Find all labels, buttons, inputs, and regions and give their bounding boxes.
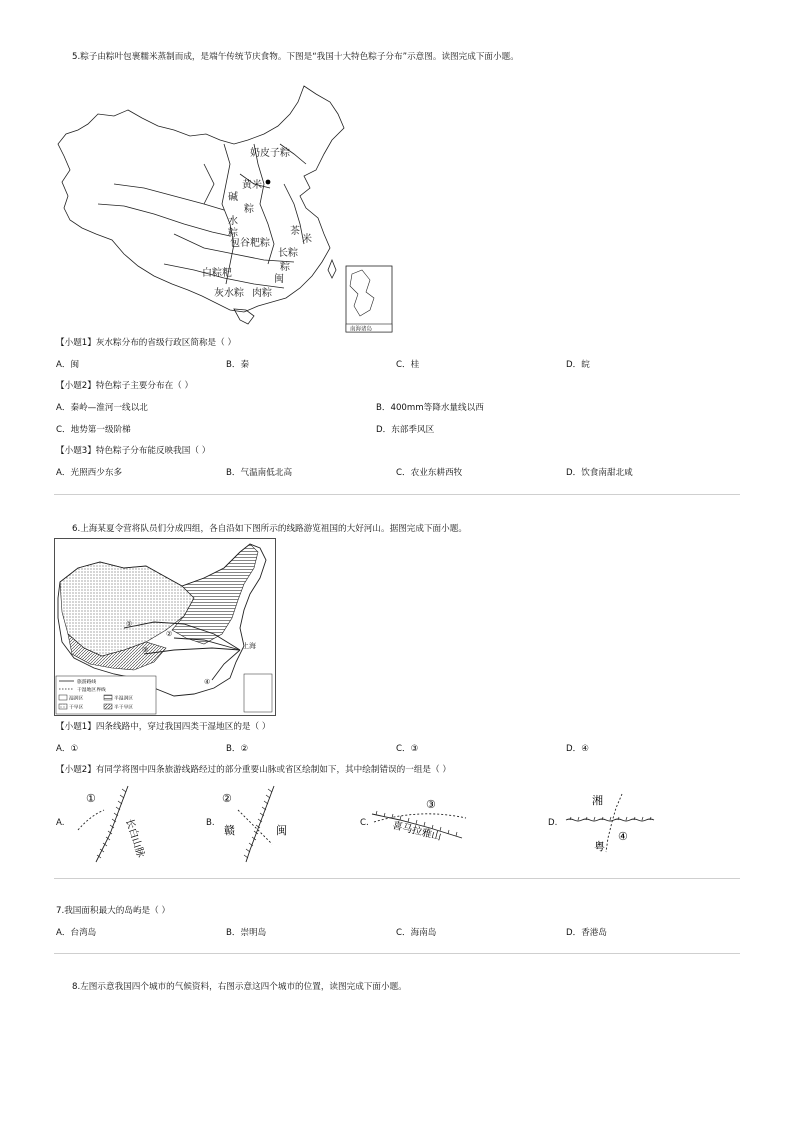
inset-caption: 南海诸岛 [350,326,373,333]
q6-sub2-option-d[interactable]: D. [548,818,558,828]
q6-sub1-option-b[interactable]: B．② [226,744,249,754]
divider [54,494,740,495]
map-label: 闽 [274,274,284,285]
legend-label: 旅游路线 [77,680,97,685]
china-zongzi-map [54,84,398,334]
q5-sub3-option-b[interactable]: B．气温南低北高 [226,468,293,478]
map-label: 长粽 [278,248,298,259]
legend-label: 干湿地区界线 [77,688,106,693]
q5-sub2-stem: 【小题2】特色粽子主要分布在（ ） [56,381,194,391]
province-label: 赣 [224,824,235,837]
q5-sub2-option-c[interactable]: C．地势第一级阶梯 [56,425,131,435]
q5-sub2-option-a[interactable]: A．秦岭—淮河一线以北 [56,403,148,413]
divider [54,878,740,879]
province-label: 湘 [592,794,603,807]
q6-sub1-option-d[interactable]: D．④ [566,744,589,754]
map-label: 灰水粽 [214,288,244,299]
q6-sub1-stem: 【小题1】四条线路中，穿过我国四类干湿地区的是（ ） [56,722,271,732]
q6-stem: 6.上海某夏令营将队员们分成四组，各自沿如下图所示的线路游览祖国的大好河山。据图完成下面小题。 [72,524,467,534]
q6-legend [56,676,156,714]
dry-wet-regions-map [54,538,276,716]
q6-sub2-stem: 【小题2】有同学将图中四条旅游线路经过的部分重要山脉或省区绘制如下，其中绘制错误的一组是（ ） [56,765,451,775]
q7-option-c[interactable]: C．海南岛 [396,928,437,938]
mountain-label: 长白山脉 [123,817,146,859]
map-label: 粽 [228,228,238,239]
map-label: 碱 [228,192,238,203]
legend-label: 半湿润区 [114,696,134,702]
map-label: ① [126,620,133,628]
q6-sub2-option-b[interactable]: B. [206,818,215,828]
map-label: 米 [302,234,312,245]
q6-sub2-option-a[interactable]: A. [56,818,65,828]
divider [54,953,740,954]
q6-sub2-option-c[interactable]: C. [360,818,369,828]
route-number: ③ [426,798,436,811]
route-number: ④ [618,830,628,843]
q7-option-a[interactable]: A．台湾岛 [56,928,97,938]
q5-sub3-option-d[interactable]: D．饮食南甜北咸 [566,468,633,478]
q5-sub3-stem: 【小题3】特色粽子分布能反映我国（ ） [56,446,211,456]
beijing-star-icon [266,180,271,185]
q7-option-b[interactable]: B．崇明岛 [226,928,267,938]
map-label: 茶 [290,226,300,237]
q6-option-a-figure [70,782,170,864]
map-label-shanghai: 上海 [242,642,256,650]
q5-sub1-option-b[interactable]: B．秦 [226,360,250,370]
map-label: ④ [204,678,211,686]
q6-sub1-option-c[interactable]: C．③ [396,744,419,754]
q5-sub1-option-c[interactable]: C．桂 [396,360,420,370]
q5-sub1-stem: 【小题1】灰水粽分布的省级行政区简称是（ ） [56,338,237,348]
province-label: 闽 [276,824,287,837]
south-china-sea-inset [244,674,272,712]
map-label: 水 [228,216,238,227]
q6-option-b-figure [218,782,308,864]
map-label: 奶皮子粽 [250,148,290,159]
south-china-sea-inset [346,266,392,333]
q5-sub1-option-d[interactable]: D．皖 [566,360,590,370]
route-number: ② [222,792,232,805]
mountain-label: 喜马拉雅山 [391,820,443,844]
map-label: 黄米 [242,180,262,191]
q5-sub2-option-d[interactable]: D．东部季风区 [376,425,435,435]
q8-stem: 8.左图示意我国四个城市的气候资料，右图示意这四个城市的位置，读图完成下面小题。 [72,982,407,992]
q5-sub1-option-a[interactable]: A．闽 [56,360,80,370]
q6-map [54,538,276,716]
map-label: 包谷粑粽 [230,238,270,249]
legend-label: 半干旱区 [114,705,134,711]
q7-option-d[interactable]: D．香港岛 [566,928,607,938]
legend-label: 湿润区 [69,696,84,702]
q6-option-d-figure [562,790,662,856]
q5-sub3-option-c[interactable]: C．农业东耕西牧 [396,468,463,478]
map-label: 粽 [244,204,254,215]
map-label: ② [166,630,173,638]
q7-stem: 7.我国面积最大的岛屿是（ ） [56,906,171,916]
q5-sub2-option-b[interactable]: B．400mm等降水量线以西 [376,403,484,413]
map-label: 粽 [280,262,290,273]
legend-label: 干旱区 [69,705,84,711]
q5-sub3-option-a[interactable]: A．光照西少东多 [56,468,123,478]
province-label: 粤 [594,840,605,853]
q5-stem: 5.粽子由粽叶包裹糯米蒸制而成，是端午传统节庆食物。下图是“我国十大特色粽子分布”示意图。读图完成下面小题。 [72,52,519,62]
map-label: 肉粽 [252,288,272,299]
route-number: ① [86,792,96,805]
q6-option-c-figure [370,792,476,852]
q5-map [54,84,398,334]
map-label: 白粽粑 [202,268,232,279]
map-label: ③ [142,646,149,654]
q6-sub1-option-a[interactable]: A．① [56,744,79,754]
